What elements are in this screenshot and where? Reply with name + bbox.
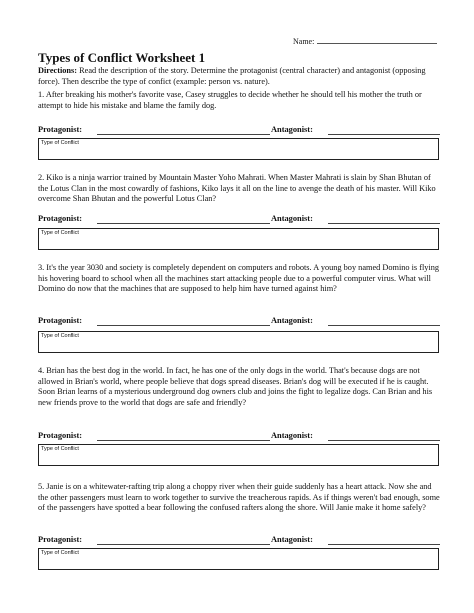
question-5-answers: [38, 535, 440, 546]
antagonist-blank-5[interactable]: [328, 544, 440, 545]
antagonist-label: Antagonist:: [271, 125, 313, 134]
antagonist-blank-4[interactable]: [328, 440, 440, 441]
protagonist-blank-3[interactable]: [97, 325, 270, 326]
antagonist-blank-2[interactable]: [328, 223, 440, 224]
question-2-answers: [38, 214, 440, 225]
protagonist-blank-1[interactable]: [97, 134, 270, 135]
question-2-text: 2. Kiko is a ninja warrior trained by Mountain Master Yoho Mahrati. When Master Mahrati is slain by Shan Bhutan of the Lotus Clan in the most cowardly of fashions, Kiko lays it all on the line to avenge the death of his master. Will Kiko overcome Shan Bhutan and the powerful Lotus Clan?: [38, 173, 436, 203]
name-blank-line[interactable]: [317, 36, 437, 44]
type-of-conflict-label: Type of Conflict: [41, 230, 79, 236]
antagonist-blank-3[interactable]: [328, 325, 440, 326]
type-of-conflict-label: Type of Conflict: [41, 333, 79, 339]
type-of-conflict-box-4[interactable]: [38, 444, 439, 466]
question-1-text: 1. After breaking his mother's favorite vase, Casey struggles to decide whether he should tell his mother the truth or attempt to hide his mistake and blame the family dog.: [38, 90, 422, 110]
protagonist-label: Protagonist:: [38, 125, 83, 134]
type-of-conflict-label: Type of Conflict: [41, 140, 79, 146]
antagonist-label: Antagonist:: [271, 535, 313, 544]
worksheet-title: Types of Conflict Worksheet 1: [38, 50, 206, 65]
name-label: Name:: [293, 37, 315, 46]
type-of-conflict-box-5[interactable]: [38, 548, 439, 570]
question-3-answers: [38, 316, 440, 327]
type-of-conflict-label: Type of Conflict: [41, 550, 79, 556]
antagonist-label: Antagonist:: [271, 316, 313, 325]
type-of-conflict-box-2[interactable]: [38, 228, 439, 250]
type-of-conflict-label: Type of Conflict: [41, 446, 79, 452]
directions-text: Read the description of the story. Determine the protagonist (central character) and antagonist (opposing force). Then describe the type of confict (example: person vs. nature).: [38, 66, 426, 86]
antagonist-label: Antagonist:: [271, 431, 313, 440]
question-1-answers: [38, 125, 440, 136]
directions: [38, 66, 438, 87]
protagonist-blank-5[interactable]: [97, 544, 270, 545]
protagonist-label: Protagonist:: [38, 316, 83, 325]
question-3-text: 3. It's the year 3030 and society is completely dependent on computers and robots. A young boy named Domino is flying his hovering board to school when all the machines start attacking people due to a powerful computer virus. What will Domino do now that the machines that are supposed to help him have turned against him?: [38, 263, 440, 293]
type-of-conflict-box-1[interactable]: [38, 138, 439, 160]
type-of-conflict-box-3[interactable]: [38, 331, 439, 353]
question-4-text: 4. Brian has the best dog in the world. In fact, he has one of the only dogs in the world. That's because dogs are not allowed in Brian's world, where people believe that dogs spread diseases. Brian's dog will be executed if he is caught. Soon Brian learns of a mysterious underground dog owners club and joins the fight to legalize dogs. Can Brian and his new friends prove to the world that dogs are safe and friendly?: [38, 366, 433, 407]
protagonist-blank-2[interactable]: [97, 223, 270, 224]
protagonist-label: Protagonist:: [38, 214, 83, 223]
question-4-answers: [38, 431, 440, 442]
question-5-text: 5. Janie is on a whitewater-rafting trip along a choppy river when their guide suddenly has a heart attack. Now she and the other passengers must learn to work together to survive the treacherous rapids. As if things weren't bad enough, some of the passengers have spotted a bear following the confused rafters along the shore. Will Janie make it home safely?: [38, 482, 440, 512]
protagonist-blank-4[interactable]: [97, 440, 270, 441]
directions-label: Directions:: [38, 66, 78, 75]
protagonist-label: Protagonist:: [38, 535, 83, 544]
name-field[interactable]: [293, 36, 437, 46]
antagonist-label: Antagonist:: [271, 214, 313, 223]
antagonist-blank-1[interactable]: [328, 134, 440, 135]
protagonist-label: Protagonist:: [38, 431, 83, 440]
